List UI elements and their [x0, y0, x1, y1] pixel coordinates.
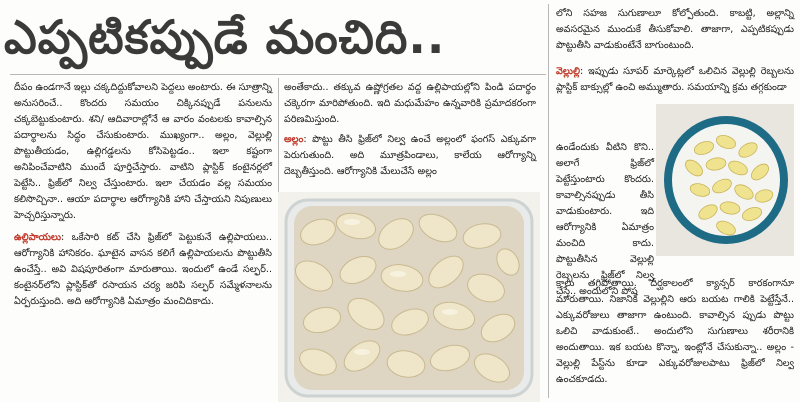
- garlic-container-photo: [278, 192, 540, 402]
- ginger-paragraph: [284, 132, 536, 180]
- onion-paragraph: [14, 230, 272, 310]
- column-3-top-paragraph: లోని సహజ సుగుణాలూ కోల్పోతుంది. కాబట్టి, అల్లాన్ని అవసరమైన ముందుకే తీసుకోవాలి. తాజాగా, ఎప్పటికప్పుడు పొట్టుతీసి వాడుకుంటేనే బాగుంటుంది.: [556, 8, 794, 51]
- onion-subheading: ఉల్లిపాయలు: [14, 232, 62, 243]
- garlic-narrow-column: [556, 140, 654, 297]
- column-3-top: [556, 6, 794, 64]
- onion-text: : ఒకేసారి కట్ చేసి ఫ్రిజ్‌లో పెట్టుకునే ఉల్లిపాయలు.. ఆరోగ్యానికి హానికరం. ఘాటైన వాసన కలిగే ఉల్లిపాయలను పొట్టుతీసి ఉంచేస్తే.. అవి విషపూరితంగా మారుతాయి. ఇందులో ఉండే సల్ఫర్.. కంటైనర్‌లోని ప్లాస్టిక్‌తో రసాయన చర్య జరిపి సల్ఫర్ సమ్మేళనాలను ఏర్పరుస్తుంది. అది ఆరోగ్యానికి ఏమాత్రం మంచిదికాదు.: [14, 232, 272, 307]
- intro-paragraph: దీపం ఉండగానే ఇల్లు చక్కదిద్దుకోవాలని పెద్దలు అంటారు. ఈ సూత్రాన్ని అనుసరించే.. కొందరు సమయం చిక్కినప్పుడే పనులను చక్కబెట్టుకుంటారు. శని/ ఆదివారాల్లోనే ఆ వారం వంటలకు కావాల్సిన పదార్థాలను సిద్ధం చేసుకుంటారు. ముఖ్యంగా.. అల్లం, వెల్లుల్లి పొట్టుతీయడం, ఉల్లిగడ్డలను కోసిపెట్టడం.. ఇలా కష్టంగా అనిపించేవాటిని ముందే పూర్తిచేస్తారు. వాటిని ప్లాస్టిక్ కంటైనర్లలో పెట్టేసి.. ఫ్రిజ్‌లో నిల్వ చేస్తుంటారు. ఇలా చేయడం వల్ల సమయం కలిసొచ్చినా.. ఆయా పదార్థాల ఆరోగ్యానికి హాని చేస్తాయని నిపుణులు హెచ్చరిస్తున్నారు.: [14, 82, 272, 221]
- column-2: [284, 80, 536, 188]
- column-3-bottom: [556, 276, 794, 400]
- garlic-bowl-photo: [656, 104, 794, 256]
- column-3-bottom-paragraph: కాలు తగ్గిపోతాయి. దీర్ఘకాలంలో క్యాన్సర్ కారకంగానూ మారుతాయి. నిజానికి వెల్లుల్లిని ఆరు బయట గాలికి పెట్టేస్తేనే.. ఎక్కువరోజులు తాజాగా ఉంటుంది. కావాల్సిన ప్పుడు పొట్టు ఒలిచి వాడుకుంటే.. అందులోని సుగుణాలు శరీరానికి అందుతాయి. ఇక బయట కొన్నా, ఇంట్లోనే చేసుకున్నా.. అల్లం - వెల్లుల్లి పేస్ట్‌ను కూడా ఎక్కువరోజులపాటు ఫ్రిజ్‌లో నిల్వ ఉంచకూడదు.: [556, 278, 794, 385]
- headline: ఎప్పటికప్పుడే మంచిది..: [4, 10, 446, 64]
- garlic-paragraph: [556, 64, 794, 96]
- column-1: [14, 80, 272, 398]
- ginger-subheading: అల్లం: [284, 134, 304, 145]
- headline-rule: [10, 74, 546, 75]
- garlic-narrow-paragraph: ఉండేందుకు వీటిని కొని.. అలాగే ఫ్రిజ్‌లో పెట్టేస్తుంటారు కొందరు. కావాల్సినప్పుడు తీసి వాడుకుంటారు. ఇది ఆరోగ్యానికి ఏమాత్రం మంచిది కాదు. పొట్టుతీసిన వెల్లుల్లి రెబ్బలను ఫ్రిజ్‌లో నిల్వ చేస్తే.. అందులోని పోష: [556, 142, 654, 297]
- garlic-text: : ఇప్పుడు సూపర్ మార్కెట్లలో ఒలిచిన వెల్లుల్లి రెబ్బలను ప్లాస్టిక్ బాక్సుల్లో ఉంచి అమ్ముతారు. సమయాన్ని క్రమ తగ్గకుండా: [556, 66, 794, 93]
- column-2-paragraph: అంతేకాదు.. తక్కువ ఉష్ణోగ్రతల వద్ద ఉల్లిపాయల్లోని పిండి పదార్థం చక్కెరగా మారిపోతుంది. ఇది మధుమేహం ఉన్నవారికి ప్రమాదకరంగా పరిణమిస్తుంది.: [284, 82, 536, 125]
- garlic-subheading: వెల్లుల్లి: [556, 66, 580, 77]
- column-divider-2: [548, 4, 549, 398]
- ginger-text: : పొట్టు తీసి ఫ్రిజ్‌లో నిల్వ ఉంచే అల్లంలో ఫంగస్ ఎక్కువగా పెరుగుతుంది. అది మూత్రపిండాలు, కాలేయ ఆరోగ్యాన్ని దెబ్బతీస్తుంది. ఆరోగ్యానికి మేలుచేసే అల్లం: [284, 134, 536, 177]
